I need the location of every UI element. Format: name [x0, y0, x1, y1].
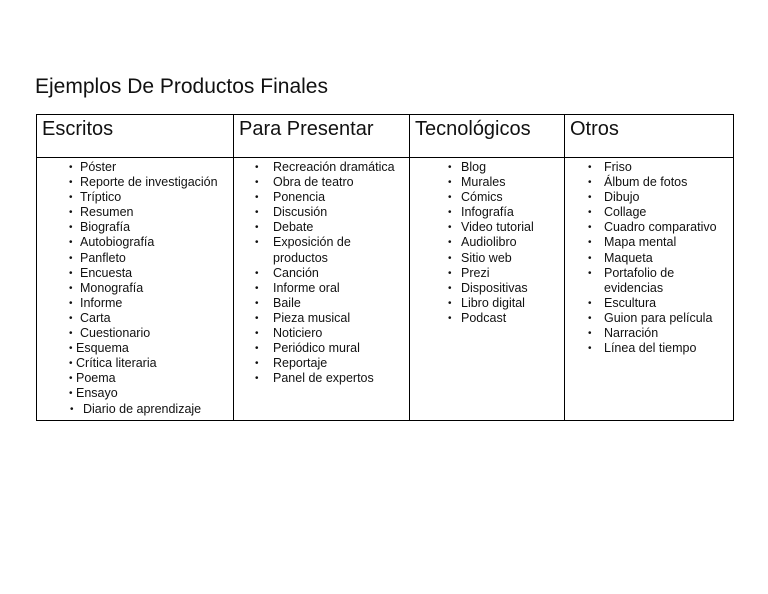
list-item	[410, 190, 564, 205]
list-item-label: Escultura	[604, 295, 657, 310]
list-item	[37, 220, 233, 235]
bullet-icon: •	[69, 252, 73, 264]
list-item	[37, 251, 233, 266]
list-item-label: Obra de teatro	[273, 175, 354, 190]
list-item-label: Póster	[80, 160, 117, 174]
list-item-label: Cómics	[461, 190, 503, 205]
list-item	[410, 311, 564, 326]
bullet-icon: •	[448, 222, 452, 234]
list-item-label: Dibujo	[604, 190, 640, 205]
list-item	[565, 311, 733, 326]
list-item	[565, 235, 733, 250]
list-item-label: Autobiografía	[80, 235, 155, 250]
cell-tecnologicos	[410, 158, 565, 421]
list-item-label: Recreación dramática	[273, 160, 395, 174]
list-item-label: Reportaje	[273, 356, 328, 371]
document-title: Ejemplos De Productos Finales	[35, 75, 328, 98]
list-item-label: Dispositivas	[461, 280, 528, 295]
list-item	[37, 386, 233, 401]
list-item	[37, 160, 233, 175]
bullet-icon: •	[69, 358, 73, 370]
bullet-icon: •	[69, 328, 73, 340]
list-item-label: Esquema	[76, 341, 129, 356]
list-item-label: Línea del tiempo	[604, 341, 697, 356]
bullet-icon: •	[588, 312, 592, 324]
bullet-icon: •	[69, 237, 73, 249]
bullet-icon: •	[69, 162, 73, 173]
list-item-label: Pieza musical	[273, 310, 351, 325]
list-item	[37, 371, 233, 386]
list-item	[234, 251, 409, 266]
list-item	[234, 235, 409, 250]
list-item	[37, 235, 233, 250]
bullet-icon: •	[588, 207, 592, 219]
bullet-icon: •	[255, 358, 259, 370]
list-item-label: Informe	[80, 295, 123, 310]
bullet-icon: •	[255, 177, 259, 189]
bullet-icon: •	[448, 297, 452, 309]
bullet-icon: •	[588, 222, 592, 234]
list-item	[37, 190, 233, 205]
list-item-label: Ponencia	[273, 190, 326, 205]
list-item	[410, 251, 564, 266]
list-item-label: Biografía	[80, 220, 131, 235]
list-item-label: Infografía	[461, 205, 514, 220]
list-item-label: Mapa mental	[604, 235, 677, 250]
list-item-label: Álbum de fotos	[604, 175, 688, 190]
list-item-label: Collage	[604, 205, 647, 220]
header-para-presentar: Para Presentar	[234, 115, 410, 158]
cell-para-presentar	[234, 158, 410, 421]
list-item-label: evidencias	[604, 280, 664, 295]
bullet-icon: •	[588, 297, 592, 309]
list-item-label: Canción	[273, 265, 319, 280]
bullet-icon: •	[588, 162, 592, 173]
list-item	[37, 402, 233, 417]
bullet-icon: •	[69, 297, 73, 309]
list-item-label: Portafolio de	[604, 265, 675, 280]
bullet-icon: •	[69, 267, 73, 279]
list-item	[565, 341, 733, 356]
bullet-icon: •	[70, 403, 74, 415]
list-item	[410, 281, 564, 296]
bullet-icon: •	[588, 328, 592, 340]
bullet-icon: •	[69, 207, 73, 219]
bullet-icon: •	[448, 162, 452, 173]
list-item	[410, 235, 564, 250]
bullet-icon: •	[588, 343, 592, 355]
list-item	[234, 281, 409, 296]
bullet-icon: •	[255, 343, 259, 355]
bullet-icon: •	[448, 237, 452, 249]
bullet-icon: •	[448, 177, 452, 189]
bullet-icon: •	[255, 328, 259, 340]
list-item	[565, 190, 733, 205]
list-item	[565, 175, 733, 190]
bullet-icon: •	[448, 252, 452, 264]
list-item	[565, 205, 733, 220]
list-item-label: Maqueta	[604, 250, 653, 265]
list-item	[234, 190, 409, 205]
list-item-label: Noticiero	[273, 326, 323, 341]
list-item	[37, 266, 233, 281]
bullet-icon: •	[69, 177, 73, 189]
list-item-label: Panel de expertos	[273, 371, 374, 386]
header-otros: Otros	[565, 115, 734, 158]
list-item	[37, 341, 233, 356]
list-item	[234, 356, 409, 371]
list-item-label: Tríptico	[80, 190, 122, 205]
bullet-icon: •	[69, 192, 73, 204]
list-item	[37, 205, 233, 220]
list-item	[37, 326, 233, 341]
list-item-label: productos	[273, 250, 328, 265]
list-item	[565, 160, 733, 175]
list-item	[565, 296, 733, 311]
bullet-icon: •	[69, 343, 73, 355]
bullet-icon: •	[255, 312, 259, 324]
bullet-icon: •	[255, 162, 259, 173]
bullet-icon: •	[255, 282, 259, 294]
list-para-presentar	[234, 158, 409, 386]
header-escritos: Escritos	[37, 115, 234, 158]
list-item-label: Informe oral	[273, 280, 340, 295]
list-item-label: Discusión	[273, 205, 328, 220]
list-item-label: Carta	[80, 310, 111, 325]
list-item-label: Cuadro comparativo	[604, 220, 717, 235]
bullet-icon: •	[588, 237, 592, 249]
list-item	[565, 251, 733, 266]
list-item-label: Prezi	[461, 265, 490, 280]
list-item	[37, 356, 233, 371]
bullet-icon: •	[69, 312, 73, 324]
bullet-icon: •	[69, 282, 73, 294]
cell-escritos	[37, 158, 234, 421]
list-item-label: Monografía	[80, 280, 144, 295]
list-item	[565, 220, 733, 235]
list-item	[410, 220, 564, 235]
bullet-icon: •	[448, 282, 452, 294]
bullet-icon: •	[255, 207, 259, 219]
list-item-label: Panfleto	[80, 250, 126, 265]
bullet-icon: •	[448, 207, 452, 219]
list-item	[565, 326, 733, 341]
list-item	[410, 266, 564, 281]
list-item-label: Friso	[604, 160, 632, 174]
list-item	[234, 220, 409, 235]
bullet-icon: •	[69, 388, 73, 400]
list-item-label: Blog	[461, 160, 487, 174]
bullet-icon: •	[255, 222, 259, 234]
bullet-icon: •	[588, 177, 592, 189]
list-item	[234, 311, 409, 326]
list-item	[410, 205, 564, 220]
list-item-label: Resumen	[80, 205, 134, 220]
list-item	[234, 371, 409, 386]
bullet-icon: •	[69, 373, 73, 385]
bullet-icon: •	[588, 252, 592, 264]
products-table	[36, 114, 734, 421]
list-item	[37, 311, 233, 326]
list-item-label: Diario de aprendizaje	[83, 401, 202, 416]
list-item-label: Reporte de investigación	[80, 175, 218, 190]
list-item-label: Periódico mural	[273, 341, 360, 356]
bullet-icon: •	[448, 192, 452, 204]
list-item-label: Libro digital	[461, 295, 525, 310]
bullet-icon: •	[588, 267, 592, 279]
table-body-row	[37, 158, 734, 421]
list-item-label: Narración	[604, 326, 659, 341]
list-item-label: Guion para película	[604, 310, 713, 325]
bullet-icon: •	[255, 237, 259, 249]
bullet-icon: •	[255, 297, 259, 309]
header-tecnologicos: Tecnológicos	[410, 115, 565, 158]
list-item	[234, 296, 409, 311]
list-item-label: Debate	[273, 220, 314, 235]
cell-otros	[565, 158, 734, 421]
list-item	[410, 175, 564, 190]
bullet-icon: •	[69, 222, 73, 234]
bullet-icon: •	[588, 192, 592, 204]
list-item	[234, 341, 409, 356]
list-item-label: Podcast	[461, 310, 507, 325]
bullet-icon: •	[448, 312, 452, 324]
list-item	[234, 205, 409, 220]
list-item	[37, 175, 233, 190]
list-otros	[565, 158, 733, 356]
bullet-icon: •	[255, 192, 259, 204]
list-item-label: Video tutorial	[461, 220, 534, 235]
list-item-label: Sitio web	[461, 250, 512, 265]
list-item	[234, 160, 409, 175]
list-item-label: Poema	[76, 371, 116, 386]
list-item-label: Ensayo	[76, 386, 118, 401]
list-tecnologicos	[410, 158, 564, 326]
list-item	[565, 266, 733, 281]
list-item-label: Cuestionario	[80, 326, 151, 341]
list-item	[410, 160, 564, 175]
list-item-label: Baile	[273, 295, 301, 310]
bullet-icon: •	[255, 267, 259, 279]
list-item	[37, 281, 233, 296]
list-item	[234, 175, 409, 190]
list-item-label: Audiolibro	[461, 235, 517, 250]
list-escritos	[37, 158, 233, 417]
table-header-row	[37, 115, 734, 158]
list-item-label: Encuesta	[80, 265, 133, 280]
bullet-icon: •	[255, 373, 259, 385]
list-item-label: Exposición de	[273, 235, 351, 250]
list-item	[234, 326, 409, 341]
list-item	[565, 281, 733, 296]
list-item-label: Crítica literaria	[76, 356, 157, 371]
bullet-icon: •	[448, 267, 452, 279]
list-item	[234, 266, 409, 281]
list-item	[410, 296, 564, 311]
list-item-label: Murales	[461, 175, 506, 190]
list-item	[37, 296, 233, 311]
